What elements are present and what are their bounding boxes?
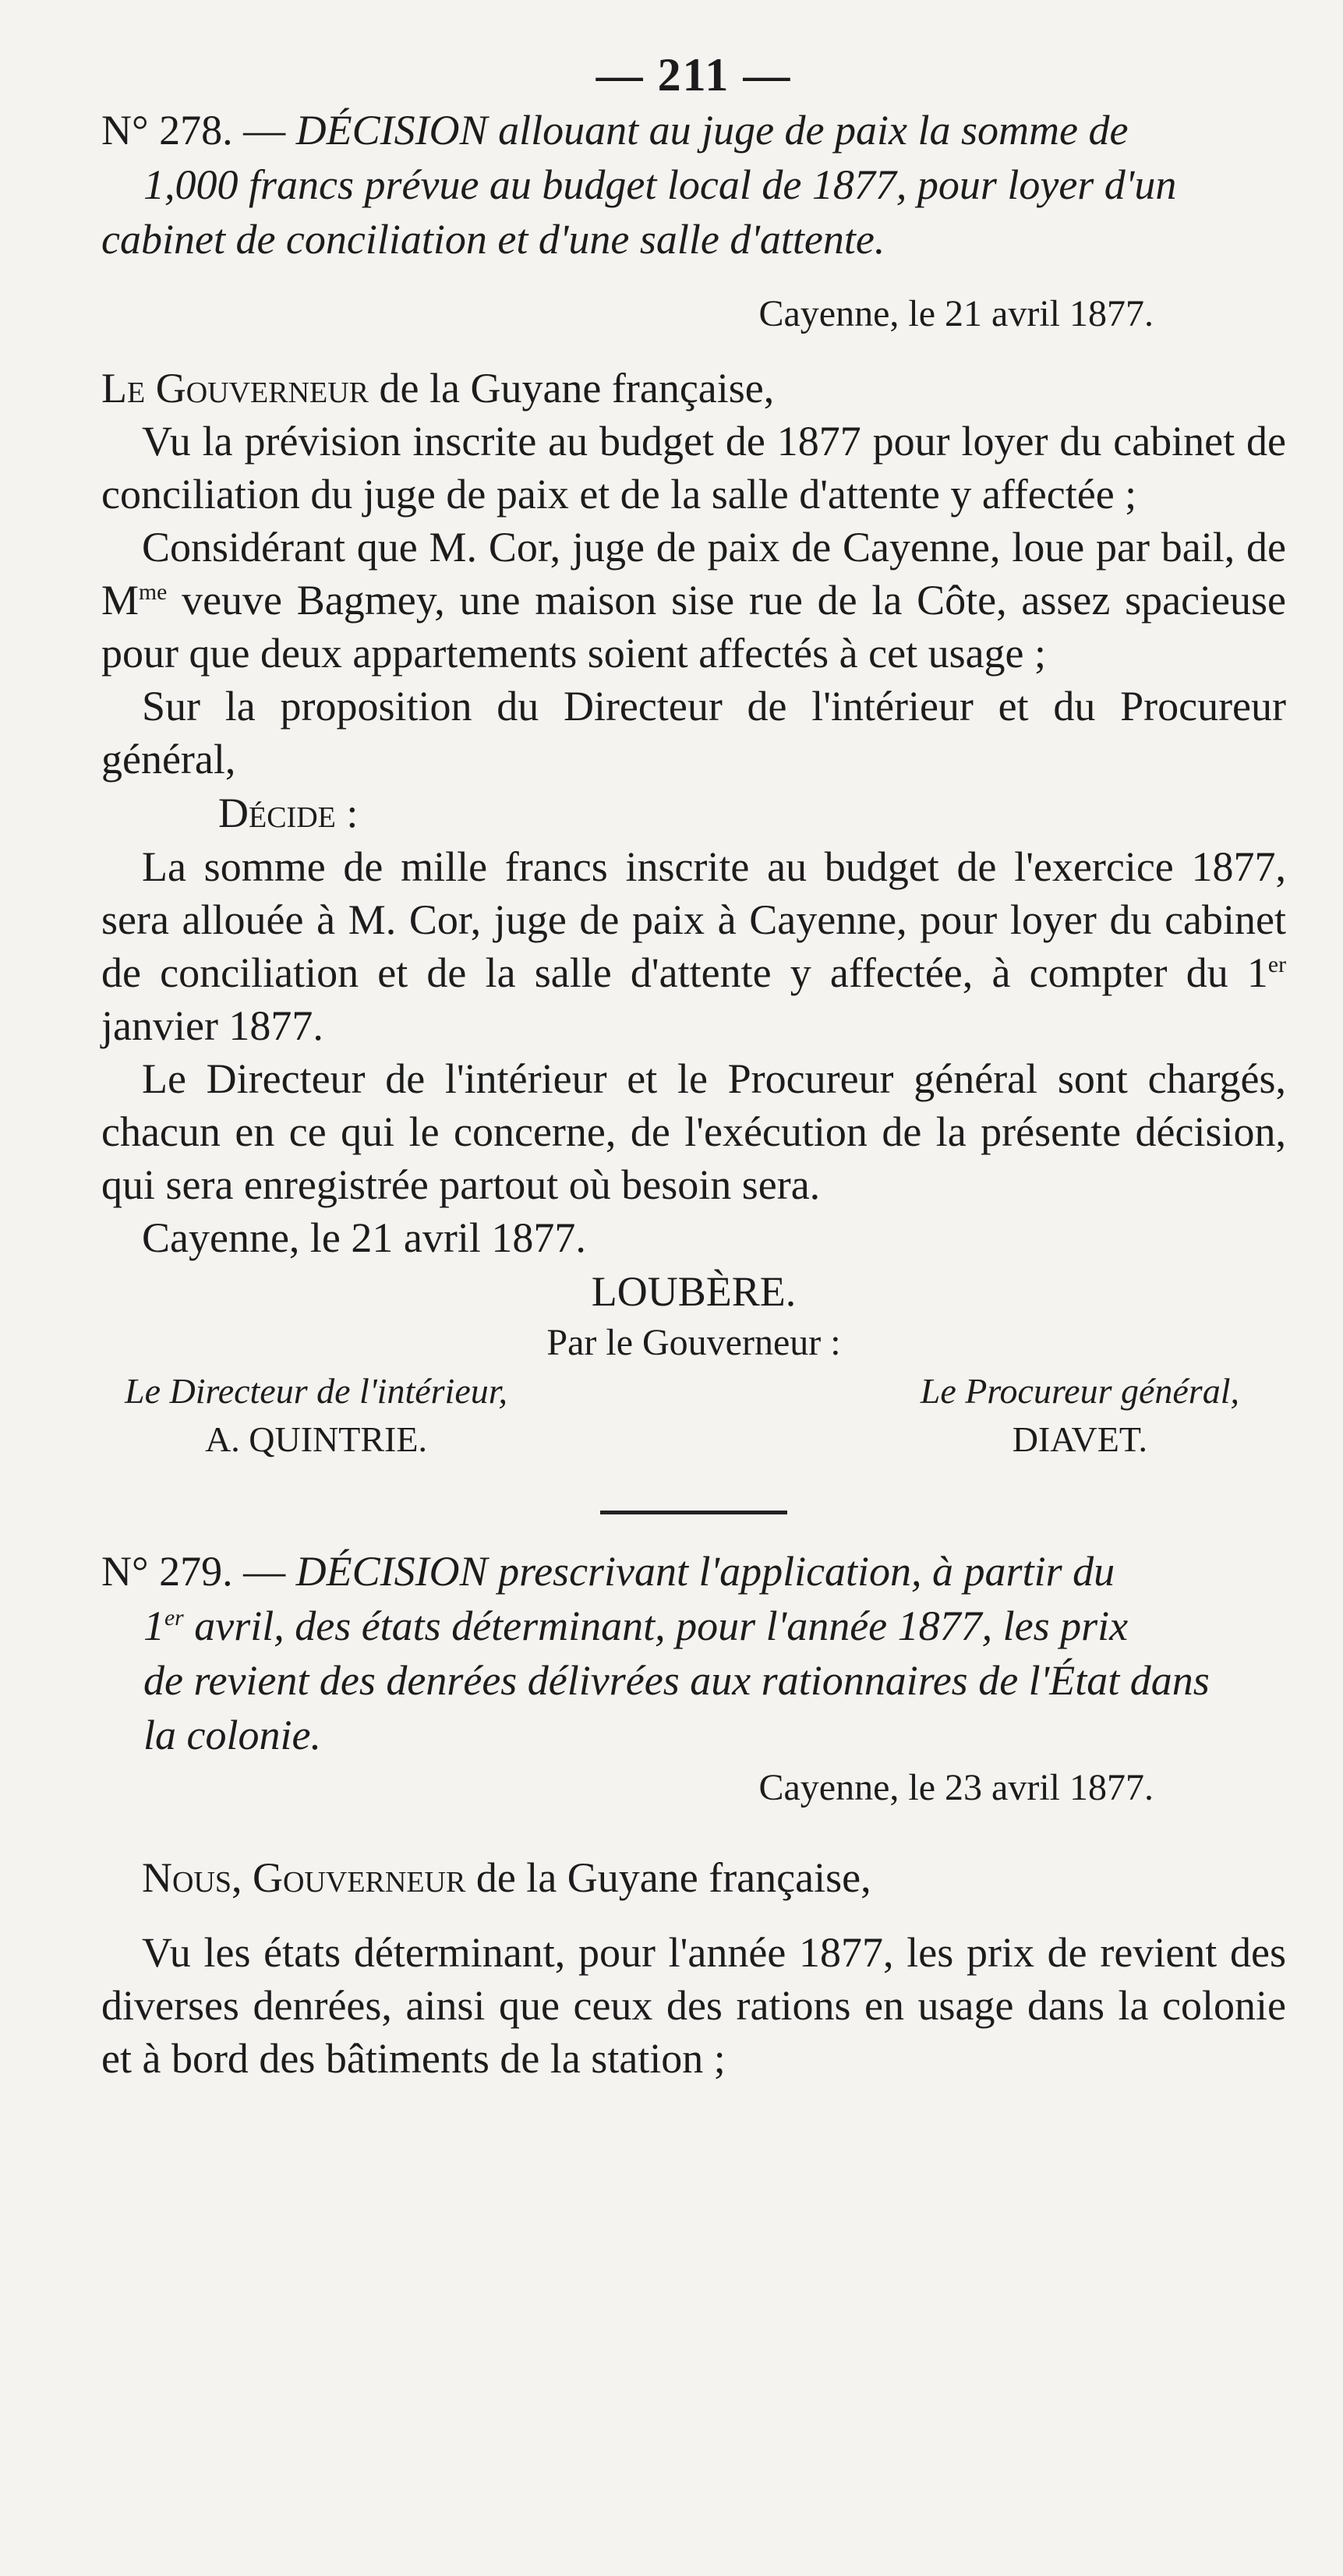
- decision-278-signature: LOUBÈRE.: [591, 1268, 797, 1315]
- decision-278-decide: Décide :: [218, 790, 359, 836]
- considerant-part-a: Considérant que M. Cor, juge de paix de Cayenne, loue par bail, de M: [101, 524, 1286, 624]
- decision-278-sur-proposition: Sur la proposition du Directeur de l'intérieur et du Procureur général,: [101, 683, 1286, 783]
- decision-279-number: N° 279. —: [101, 1548, 286, 1595]
- decision-278: [101, 103, 1286, 1464]
- section-divider: [600, 1511, 787, 1514]
- signatory-right-name: DIAVET.: [1012, 1419, 1148, 1459]
- decision-279-heading: [101, 1544, 1286, 1599]
- decision-278-article2: Le Directeur de l'intérieur et le Procureur général sont chargés, chacun en ce qui le concerne, de l'exécution de la présente décision, qui sera enregistrée partout où besoin sera.: [101, 1055, 1286, 1208]
- decision-278-considerant: [101, 521, 1286, 680]
- decision-279-title-line1: DÉCISION prescrivant l'application, à partir du: [295, 1548, 1115, 1595]
- decision-279-date: Cayenne, le 23 avril 1877.: [758, 1767, 1154, 1808]
- decision-278-heading: [101, 103, 1286, 157]
- decision-279-opening: [101, 1851, 1286, 1904]
- title2-rest: avril, des états déterminant, pour l'année 1877, les prix: [183, 1602, 1129, 1649]
- signatory-left-role: Le Directeur de l'intérieur,: [125, 1371, 508, 1411]
- page-sheet: [101, 0, 1286, 2085]
- title2-sup: er: [164, 1606, 184, 1631]
- title2-num: 1: [143, 1602, 164, 1649]
- decision-278-vu: Vu la prévision inscrite au budget de 1877 pour loyer du cabinet de conciliation du juge de paix et de la salle d'attente y affectée ;: [101, 418, 1286, 518]
- decision-279-title-line2: [101, 1599, 1286, 1653]
- page-number: — 211 —: [596, 49, 792, 101]
- decision-278-signatories: [101, 1367, 1286, 1464]
- decision-278-title-line2: 1,000 francs prévue au budget local de 1877, pour loyer d'un: [143, 161, 1177, 208]
- decision-278-title-line1: DÉCISION allouant au juge de paix la somme de: [295, 107, 1129, 154]
- signatory-left: [125, 1367, 507, 1464]
- decision-278-opening-title: Le Gouverneur: [101, 365, 369, 412]
- decision-279-opening-title: Nous, Gouverneur: [142, 1854, 466, 1901]
- signatory-right-role: Le Procureur général,: [920, 1371, 1239, 1411]
- decision-278-title-line3: cabinet de conciliation et d'une salle d'attente.: [101, 216, 885, 263]
- article1-part-a: La somme de mille francs inscrite au budget de l'exercice 1877, sera allouée à M. Cor, juge de paix à Cayenne, pour loyer du cabinet de conciliation et de la salle d'attente y affectée, à compter du 1: [101, 843, 1286, 996]
- decision-278-closing-date: Cayenne, le 21 avril 1877.: [142, 1214, 586, 1261]
- decision-278-par-le-gouverneur: Par le Gouverneur :: [546, 1322, 841, 1363]
- decision-279-vu: Vu les états déterminant, pour l'année 1877, les prix de revient des diverses denrées, ainsi que ceux des rations en usage dans la colonie et à bord des bâtiments de la station ;: [101, 1929, 1286, 2082]
- decision-278-opening: [101, 362, 1286, 415]
- decision-278-number: N° 278. —: [101, 107, 286, 154]
- signatory-right: [921, 1367, 1239, 1464]
- decision-279: [101, 1544, 1286, 2085]
- article1-part-b: janvier 1877.: [101, 1002, 323, 1049]
- decision-279-title-line3: de revient des denrées délivrées aux rationnaires de l'État dans: [143, 1657, 1210, 1704]
- decision-278-article1: [101, 840, 1286, 1052]
- signatory-left-name: A. QUINTRIE.: [205, 1419, 427, 1459]
- decision-278-opening-rest: de la Guyane française,: [369, 365, 775, 412]
- decision-279-title-line4: la colonie.: [143, 1712, 321, 1758]
- decision-278-date: Cayenne, le 21 avril 1877.: [758, 293, 1154, 334]
- article1-sup: er: [1267, 952, 1286, 977]
- considerant-part-b: veuve Bagmey, une maison sise rue de la Côte, assez spacieuse pour que deux appartements soient affectés à cet usage ;: [101, 577, 1286, 677]
- considerant-sup: me: [139, 580, 168, 605]
- decision-279-opening-rest: de la Guyane française,: [465, 1854, 871, 1901]
